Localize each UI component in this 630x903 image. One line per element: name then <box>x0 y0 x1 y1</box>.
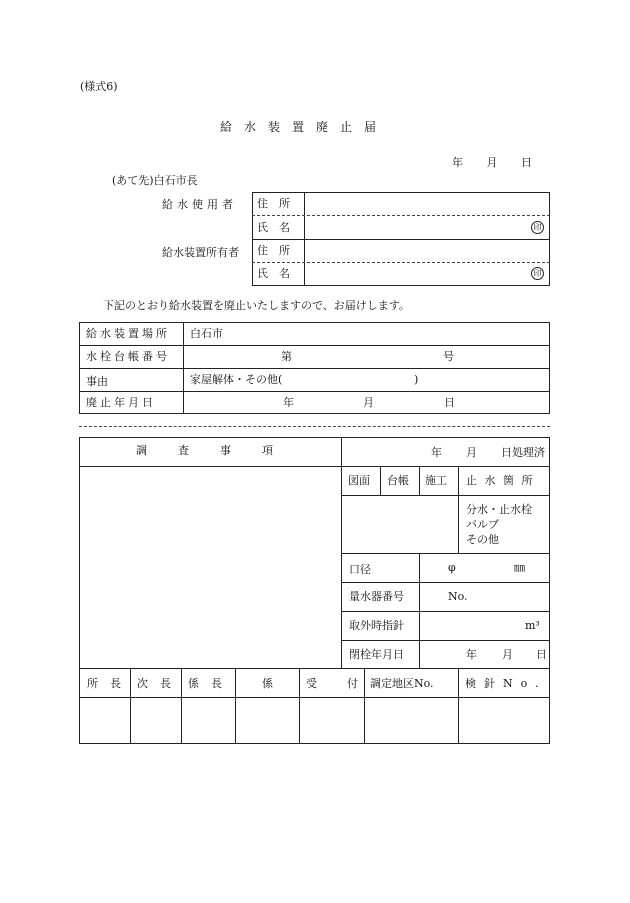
owner-name-field[interactable] <box>310 264 525 284</box>
owner-seal-mark: 印 <box>531 267 544 280</box>
user-name-label: 氏 名 <box>257 221 290 234</box>
abolition-day-unit: 日 <box>444 396 455 409</box>
reason-label-1: 事由 <box>86 375 108 388</box>
stamp-header-director: 所長 <box>87 677 133 690</box>
cut-line <box>79 426 550 427</box>
stamp-header-district: 調定地区No. <box>370 677 434 690</box>
ledger-number-label: 水栓台帳番号 <box>86 350 170 363</box>
location-value[interactable]: 白石市 <box>190 327 223 340</box>
processed-date <box>431 444 545 460</box>
form-number: (様式6) <box>80 80 118 93</box>
stamp-header-chief: 係長 <box>188 677 234 690</box>
meter-number-prefix: No. <box>448 590 468 603</box>
addressee: (あて先)白石市長 <box>112 174 198 187</box>
drawing-header: 図面 <box>348 474 370 487</box>
reason-close: ) <box>414 373 419 386</box>
meter-number-label: 量水器番号 <box>349 590 404 603</box>
user-address-field[interactable] <box>310 194 545 214</box>
user-seal-mark: 印 <box>531 221 544 234</box>
user-name-field[interactable] <box>310 217 525 237</box>
statement-text: 下記のとおり給水装置を廃止いたしますので、お届けします。 <box>103 299 410 312</box>
removal-reading-label: 取外時指針 <box>349 619 404 632</box>
stamp-header-deputy: 次長 <box>137 677 183 690</box>
submission-date <box>452 154 532 170</box>
page-title: 給 水 装 置 廃 止 届 <box>220 120 377 134</box>
location-label: 給水装置場所 <box>86 327 170 340</box>
stamp-header-reception: 受付 <box>306 677 388 690</box>
reading-unit: m³ <box>525 619 540 632</box>
owner-name-label: 氏 名 <box>257 267 290 280</box>
processed-month-unit: 月 <box>466 446 477 459</box>
stop-point-header: 止 水 箇 所 <box>466 474 535 487</box>
reason-value[interactable]: 家屋解体・その他( <box>190 373 283 386</box>
diameter-label <box>349 561 412 577</box>
abolition-month-unit: 月 <box>363 396 374 409</box>
abolition-year-unit: 年 <box>283 396 294 409</box>
ledger-suffix: 号 <box>443 350 454 363</box>
date-day-unit: 日 <box>521 156 532 169</box>
stamp-header-meter-reading: 検針No. <box>465 677 547 690</box>
processed-year-unit: 年 <box>431 446 442 459</box>
owner-label: 給水装置所有者 <box>162 246 239 259</box>
survey-header: 調 査 事 項 <box>136 444 283 457</box>
stamp-header-staff: 係 <box>262 677 273 690</box>
closed-year-unit: 年 <box>466 648 477 661</box>
stop-option-1: 分水・止水栓 <box>466 503 532 516</box>
date-month-unit: 月 <box>486 156 498 169</box>
closed-month-unit: 月 <box>502 648 513 661</box>
ledger-prefix: 第 <box>281 350 292 363</box>
abolition-date-label: 廃止年月日 <box>86 396 156 409</box>
owner-address-label: 住 所 <box>257 244 290 257</box>
diameter-symbol: φ <box>448 561 456 574</box>
closed-day-unit: 日 <box>536 648 547 661</box>
closed-date-label: 閉栓年月日 <box>349 648 404 661</box>
stop-option-2: バルブ <box>466 518 499 531</box>
diameter-unit: ㎜ <box>514 561 525 574</box>
processed-day-unit: 日処理済 <box>501 446 545 459</box>
water-user-label: 給水使用者 <box>162 198 237 211</box>
reason-label <box>86 373 178 389</box>
date-year-unit: 年 <box>452 156 463 169</box>
stop-option-3: その他 <box>466 533 499 546</box>
ledger-header: 台帳 <box>387 474 409 487</box>
owner-address-field[interactable] <box>310 241 545 261</box>
construction-header: 施工 <box>425 474 447 487</box>
user-address-label: 住 所 <box>257 197 290 210</box>
diameter-label-text: 口径 <box>349 563 371 576</box>
